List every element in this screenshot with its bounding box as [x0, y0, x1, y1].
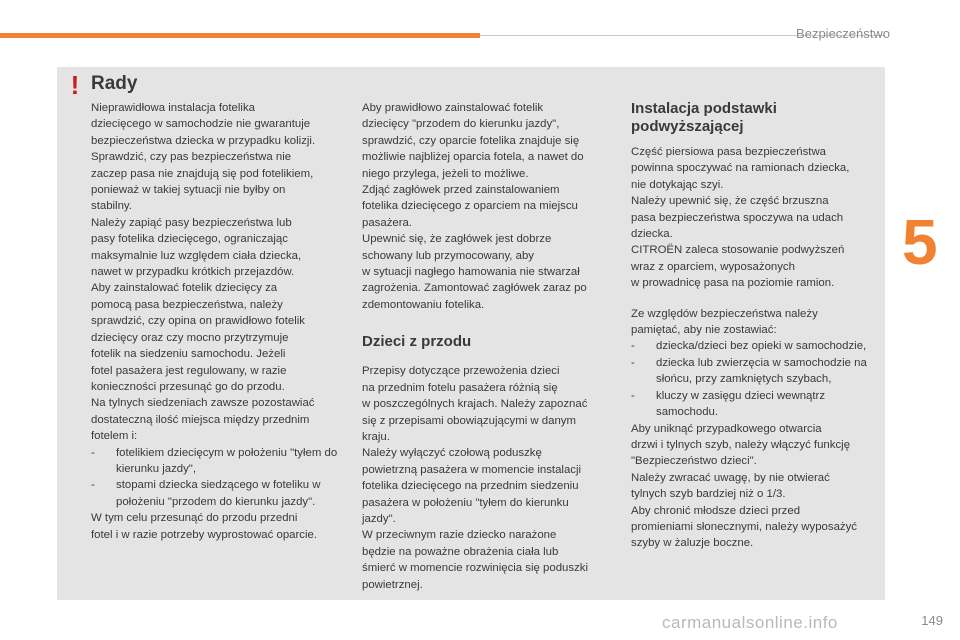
list-item-text: stopami dziecka siedzącego w foteliku w położeniu "przodem do kierunku jazdy".	[116, 479, 321, 508]
list-item: - dziecka/dzieci bez opieki w samochodzie,	[631, 340, 867, 353]
section-title: Bezpieczeństwo	[796, 26, 890, 41]
chapter-number: 5	[902, 206, 938, 278]
paragraph: Aby prawidłowo zainstalować fotelik dziecięcy "przodem do kierunku jazdy", sprawdzić, czy oparcie fotelika znajduje się możliwie najbliżej oparcia fotela, a nawet do niego przylega, jeżeli to możliwe. Zdjąć zagłówek przed zainstalowaniem fotelika dziecięcego z oparciem na miejscu pasażera. Upewnić się, że zagłówek jest dobrze schowany lub przymocowany, aby w sytuacji nagłego hamowania nie stwarzał zagrożenia. Zamontować zagłówek zaraz po zdemontowaniu fotelika.	[362, 102, 587, 311]
paragraph: Ze względów bezpieczeństwa należy pamiętać, aby nie zostawiać:	[631, 307, 818, 337]
page-number: 149	[921, 613, 943, 628]
list-item: - stopami dziecka siedzącego w foteliku w położeniu "przodem do kierunku jazdy".	[91, 479, 321, 508]
list-item-text: fotelikiem dziecięcym w położeniu "tyłem do kierunku jazdy",	[116, 446, 338, 475]
column-left	[91, 100, 347, 543]
list-item: - dziecka lub zwierzęcia w samochodzie na słońcu, przy zamkniętych szybach,	[631, 356, 867, 386]
exclamation-icon: !	[70, 70, 80, 100]
list-item-text: kluczy w zasięgu dzieci wewnątrz samochodu.	[656, 389, 826, 419]
section-heading: Dzieci z przodu	[362, 333, 472, 351]
list-item: - kluczy w zasięgu dzieci wewnątrz samochodu.	[631, 389, 826, 419]
panel-title: Rady	[91, 73, 138, 94]
column-right	[631, 100, 881, 552]
paragraph: W tym celu przesunąć do przodu przedni fotel i w razie potrzeby wyprostować oparcie.	[91, 512, 318, 541]
column-middle	[362, 100, 612, 593]
list-item-text: dziecka lub zwierzęcia w samochodzie na słońcu, przy zamkniętych szybach,	[656, 356, 867, 386]
list-item-text: dziecka/dzieci bez opieki w samochodzie,	[656, 340, 867, 353]
section-heading: Instalacja podstawki podwyższającej	[631, 100, 777, 135]
paragraph: Przepisy dotyczące przewożenia dzieci na przednim fotelu pasażera różnią się w poszczególnych krajach. Należy zapoznać się z przepisami obowiązującymi w danym kraju. Należy wyłączyć czołową poduszkę powietrzną pasażera w momencie instalacji fotelika dziecięcego na przednim siedzeniu pasażera w położeniu "tyłem do kierunku jazdy". W przeciwnym razie dziecko narażone będzie na poważne obrażenia ciała lub śmierć w momencie rozwinięcia się poduszki powietrznej.	[362, 365, 588, 591]
header-accent-bar	[0, 33, 480, 38]
paragraph: Część piersiowa pasa bezpieczeństwa powinna spoczywać na ramionach dziecka, nie dotykając szyi. Należy upewnić się, że część brzuszna pasa bezpieczeństwa spoczywa na udach dziecka. CITROËN zaleca stosowanie podwyższeń wraz z oparciem, wyposażonych w prowadnicę pasa na poziomie ramion.	[631, 146, 850, 290]
list-item: - fotelikiem dziecięcym w położeniu "tyłem do kierunku jazdy",	[91, 446, 338, 475]
paragraph: Aby uniknąć przypadkowego otwarcia drzwi i tylnych szyb, należy włączyć funkcję "Bezpieczeństwo dzieci". Należy zwracać uwagę, by nie otwierać tylnych szyb bardziej niż o 1/3. Aby chronić młodsze dzieci przed promieniami słonecznymi, należy wyposażyć szyby w żaluzje boczne.	[631, 422, 857, 550]
watermark: carmanualsonline.info	[662, 613, 838, 632]
paragraph: Nieprawidłowa instalacja fotelika dziecięcego w samochodzie nie gwarantuje bezpieczeństwa dziecka w przypadku kolizji. Sprawdzić, czy pas bezpieczeństwa nie zaczep pasa nie znajdują się pod fotelikiem, ponieważ w takiej sytuacji nie byłby on stabilny. Należy zapiąć pasy bezpieczeństwa lub pasy fotelika dziecięcego, ograniczając maksymalnie luz względem ciała dziecka, nawet w przypadku krótkich przejazdów. Aby zainstalować fotelik dziecięcy za pomocą pasa bezpieczeństwa, należy sprawdzić, czy opina on prawidłowo fotelik dziecięcy oraz czy mocno przytrzymuje fotelik na siedzeniu samochodu. Jeżeli fotel pasażera jest regulowany, w razie konieczności przesunąć go do przodu. Na tylnych siedzeniach zawsze pozostawiać dostateczną ilość miejsca między przednim fotelem i:	[91, 102, 316, 443]
